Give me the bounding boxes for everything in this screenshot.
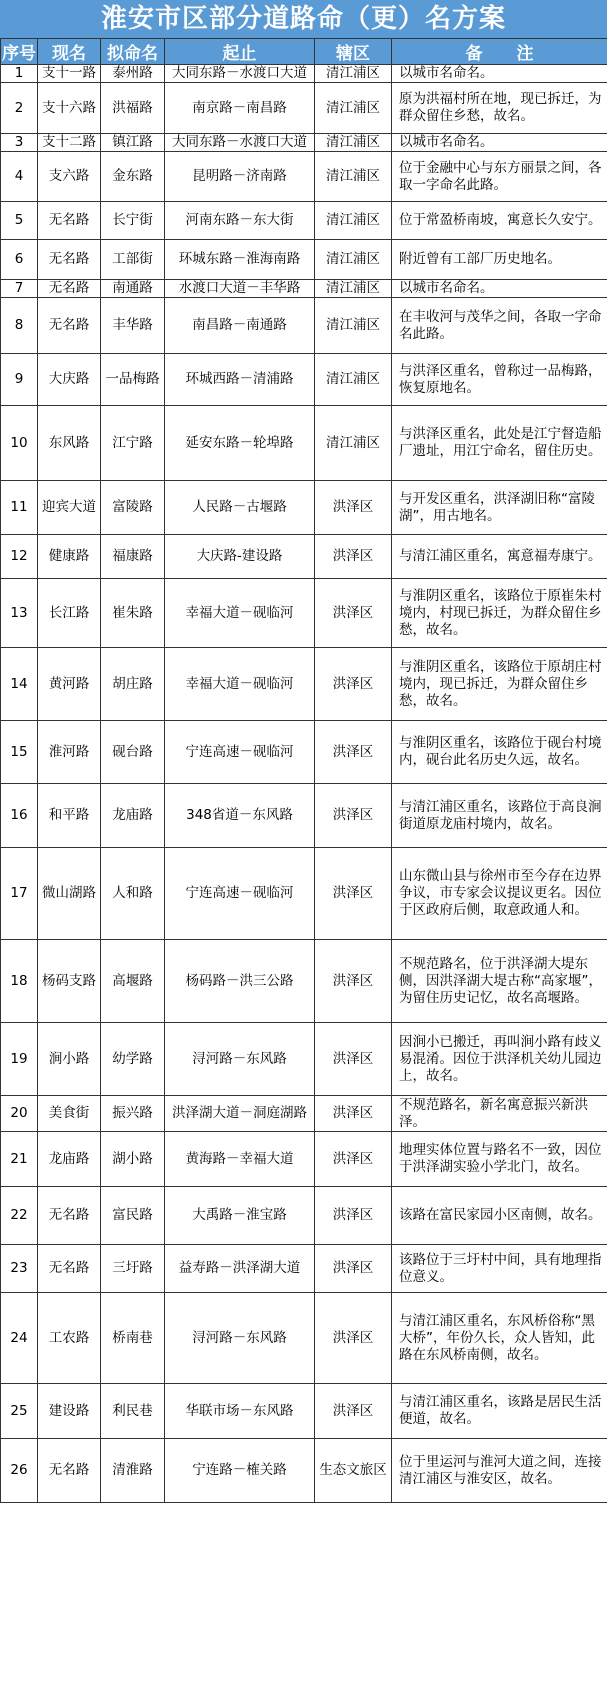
table-row [1,152,607,202]
cell-row-number: 25 [1,1384,38,1439]
cell-current-name: 健康路 [38,535,101,579]
cell-route: 河南东路－东大街 [165,202,315,240]
cell-row-number: 13 [1,579,38,648]
cell-district: 洪泽区 [315,1187,392,1245]
cell-route: 浔河路－东风路 [165,1023,315,1096]
cell-route: 宁连路－榷关路 [165,1439,315,1503]
cell-current-name: 无名路 [38,1245,101,1293]
cell-row-number: 3 [1,134,38,152]
cell-current-name: 支六路 [38,152,101,202]
cell-row-number: 21 [1,1132,38,1187]
cell-row-number: 9 [1,354,38,406]
cell-proposed-name: 江宁路 [101,406,165,481]
cell-proposed-name: 南通路 [101,280,165,298]
cell-current-name: 龙庙路 [38,1132,101,1187]
cell-route: 环城西路－清浦路 [165,354,315,406]
cell-note: 该路位于三圩村中间，具有地理指位意义。 [392,1245,607,1293]
cell-proposed-name: 砚台路 [101,721,165,784]
cell-row-number: 5 [1,202,38,240]
cell-district: 清江浦区 [315,134,392,152]
cell-note: 因涧小已搬迁，再叫涧小路有歧义易混淆。因位于洪泽机关幼儿园边上，故名。 [392,1023,607,1096]
cell-current-name: 黄河路 [38,648,101,721]
table-row [1,1023,607,1096]
cell-current-name: 支十六路 [38,83,101,134]
cell-route: 348省道－东风路 [165,784,315,848]
cell-proposed-name: 振兴路 [101,1096,165,1132]
cell-district: 洪泽区 [315,535,392,579]
cell-district: 洪泽区 [315,848,392,940]
table-row [1,1187,607,1245]
header-note: 备 注 [392,39,607,65]
cell-note: 以城市名命名。 [392,280,607,298]
cell-route: 大同东路－水渡口大道 [165,134,315,152]
cell-route: 洪泽湖大道－洞庭湖路 [165,1096,315,1132]
cell-current-name: 杨码支路 [38,940,101,1023]
cell-note: 与洪泽区重名，曾称过一品梅路，恢复原地名。 [392,354,607,406]
cell-proposed-name: 湖小路 [101,1132,165,1187]
table-row [1,1096,607,1132]
cell-note: 以城市名命名。 [392,65,607,83]
cell-route: 水渡口大道－丰华路 [165,280,315,298]
cell-current-name: 工农路 [38,1293,101,1384]
cell-route: 幸福大道－砚临河 [165,579,315,648]
table-row [1,481,607,535]
cell-row-number: 20 [1,1096,38,1132]
cell-proposed-name: 洪福路 [101,83,165,134]
cell-district: 洪泽区 [315,1096,392,1132]
document-title: 淮安市区部分道路命（更）名方案 [0,0,607,38]
cell-current-name: 迎宾大道 [38,481,101,535]
cell-note: 与清江浦区重名，该路是居民生活便道，故名。 [392,1384,607,1439]
cell-row-number: 18 [1,940,38,1023]
cell-row-number: 17 [1,848,38,940]
cell-current-name: 东风路 [38,406,101,481]
table-row [1,240,607,280]
cell-district: 清江浦区 [315,83,392,134]
cell-district: 清江浦区 [315,152,392,202]
cell-route: 南京路－南昌路 [165,83,315,134]
header-row [1,39,607,65]
cell-note: 与淮阴区重名，该路位于砚台村境内，砚台此名历史久远，故名。 [392,721,607,784]
cell-note: 山东微山县与徐州市至今存在边界争议，市专家会议提议更名。因位于区政府后侧，取意政通人和。 [392,848,607,940]
cell-row-number: 2 [1,83,38,134]
header-no: 序号 [1,39,38,65]
cell-proposed-name: 丰华路 [101,298,165,354]
cell-route: 益寿路－洪泽湖大道 [165,1245,315,1293]
cell-district: 洪泽区 [315,648,392,721]
table-header [1,39,607,65]
cell-proposed-name: 富陵路 [101,481,165,535]
table-row [1,648,607,721]
cell-current-name: 微山湖路 [38,848,101,940]
cell-proposed-name: 富民路 [101,1187,165,1245]
cell-current-name: 无名路 [38,202,101,240]
header-current-name: 现名 [38,39,101,65]
table-row [1,1439,607,1503]
cell-note: 以城市名命名。 [392,134,607,152]
cell-note: 与清江浦区重名，东风桥俗称“黑大桥”，年份久长，众人皆知，此路在东风桥南侧，故名。 [392,1293,607,1384]
cell-current-name: 淮河路 [38,721,101,784]
table-row [1,579,607,648]
cell-proposed-name: 人和路 [101,848,165,940]
cell-row-number: 19 [1,1023,38,1096]
cell-district: 清江浦区 [315,240,392,280]
cell-note: 与清江浦区重名，寓意福寿康宁。 [392,535,607,579]
cell-current-name: 支十一路 [38,65,101,83]
table-row [1,535,607,579]
cell-row-number: 8 [1,298,38,354]
table-row [1,298,607,354]
cell-note: 与开发区重名，洪泽湖旧称“富陵湖”，用古地名。 [392,481,607,535]
cell-proposed-name: 胡庄路 [101,648,165,721]
cell-note: 与清江浦区重名，该路位于高良涧街道原龙庙村境内，故名。 [392,784,607,848]
cell-district: 洪泽区 [315,1132,392,1187]
cell-proposed-name: 清淮路 [101,1439,165,1503]
cell-proposed-name: 龙庙路 [101,784,165,848]
cell-district: 洪泽区 [315,1293,392,1384]
cell-route: 延安东路－轮埠路 [165,406,315,481]
cell-district: 洪泽区 [315,940,392,1023]
cell-route: 幸福大道－砚临河 [165,648,315,721]
cell-row-number: 12 [1,535,38,579]
table-row [1,280,607,298]
cell-current-name: 长江路 [38,579,101,648]
cell-note: 与淮阴区重名，该路位于原胡庄村境内，现已拆迁，为群众留住乡愁，故名。 [392,648,607,721]
header-proposed-name: 拟命名 [101,39,165,65]
table-row [1,1293,607,1384]
cell-proposed-name: 长宁街 [101,202,165,240]
cell-district: 清江浦区 [315,354,392,406]
cell-row-number: 10 [1,406,38,481]
road-naming-table [0,38,607,1503]
cell-current-name: 建设路 [38,1384,101,1439]
cell-current-name: 支十二路 [38,134,101,152]
cell-district: 清江浦区 [315,65,392,83]
cell-current-name: 无名路 [38,298,101,354]
cell-proposed-name: 工部街 [101,240,165,280]
cell-district: 清江浦区 [315,298,392,354]
table-row [1,848,607,940]
cell-proposed-name: 桥南巷 [101,1293,165,1384]
cell-district: 生态文旅区 [315,1439,392,1503]
cell-note: 不规范路名，位于洪泽湖大堤东侧，因洪泽湖大堤古称“高家堰”，为留住历史记忆，故名高堰路。 [392,940,607,1023]
header-route: 起止 [165,39,315,65]
cell-route: 宁连高速－砚临河 [165,848,315,940]
cell-proposed-name: 一品梅路 [101,354,165,406]
table-row [1,354,607,406]
cell-row-number: 26 [1,1439,38,1503]
table-row [1,134,607,152]
cell-current-name: 美食街 [38,1096,101,1132]
cell-row-number: 15 [1,721,38,784]
cell-row-number: 6 [1,240,38,280]
cell-proposed-name: 幼学路 [101,1023,165,1096]
cell-proposed-name: 高堰路 [101,940,165,1023]
table-row [1,721,607,784]
cell-district: 清江浦区 [315,280,392,298]
cell-row-number: 16 [1,784,38,848]
cell-note: 附近曾有工部厂历史地名。 [392,240,607,280]
cell-proposed-name: 金东路 [101,152,165,202]
cell-row-number: 24 [1,1293,38,1384]
cell-proposed-name: 泰州路 [101,65,165,83]
cell-row-number: 4 [1,152,38,202]
cell-route: 南昌路－南通路 [165,298,315,354]
cell-note: 位于里运河与淮河大道之间，连接清江浦区与淮安区，故名。 [392,1439,607,1503]
cell-current-name: 大庆路 [38,354,101,406]
cell-row-number: 7 [1,280,38,298]
cell-route: 大同东路－水渡口大道 [165,65,315,83]
header-district: 辖区 [315,39,392,65]
cell-row-number: 22 [1,1187,38,1245]
cell-district: 洪泽区 [315,784,392,848]
cell-current-name: 涧小路 [38,1023,101,1096]
cell-proposed-name: 镇江路 [101,134,165,152]
cell-note: 位于常盈桥南坡，寓意长久安宁。 [392,202,607,240]
cell-current-name: 无名路 [38,1187,101,1245]
table-row [1,65,607,83]
cell-current-name: 无名路 [38,1439,101,1503]
cell-district: 清江浦区 [315,202,392,240]
cell-note: 与洪泽区重名，此处是江宁督造船厂遗址，用江宁命名，留住历史。 [392,406,607,481]
table-row [1,406,607,481]
cell-note: 在丰收河与茂华之间，各取一字命名此路。 [392,298,607,354]
cell-proposed-name: 崔朱路 [101,579,165,648]
cell-note: 位于金融中心与东方丽景之间，各取一字命名此路。 [392,152,607,202]
table-row [1,1384,607,1439]
cell-route: 人民路－古堰路 [165,481,315,535]
cell-note: 原为洪福村所在地，现已拆迁，为群众留住乡愁，故名。 [392,83,607,134]
table-row [1,784,607,848]
cell-route: 华联市场－东风路 [165,1384,315,1439]
cell-district: 洪泽区 [315,1023,392,1096]
cell-row-number: 23 [1,1245,38,1293]
cell-route: 黄海路－幸福大道 [165,1132,315,1187]
cell-route: 大庆路-建设路 [165,535,315,579]
table-row [1,1132,607,1187]
cell-route: 大禹路－淮宝路 [165,1187,315,1245]
cell-route: 杨码路－洪三公路 [165,940,315,1023]
table-row [1,940,607,1023]
cell-district: 清江浦区 [315,406,392,481]
cell-district: 洪泽区 [315,1245,392,1293]
cell-district: 洪泽区 [315,481,392,535]
cell-district: 洪泽区 [315,579,392,648]
cell-row-number: 14 [1,648,38,721]
table-row [1,202,607,240]
table-body [1,65,607,1503]
cell-district: 洪泽区 [315,1384,392,1439]
table-row [1,83,607,134]
cell-proposed-name: 福康路 [101,535,165,579]
cell-current-name: 和平路 [38,784,101,848]
cell-row-number: 1 [1,65,38,83]
cell-note: 该路在富民家园小区南侧，故名。 [392,1187,607,1245]
cell-current-name: 无名路 [38,240,101,280]
cell-proposed-name: 三圩路 [101,1245,165,1293]
cell-note: 不规范路名，新名寓意振兴新洪泽。 [392,1096,607,1132]
cell-route: 宁连高速－砚临河 [165,721,315,784]
cell-district: 洪泽区 [315,721,392,784]
cell-route: 浔河路－东风路 [165,1293,315,1384]
cell-proposed-name: 利民巷 [101,1384,165,1439]
cell-note: 地理实体位置与路名不一致，因位于洪泽湖实验小学北门，故名。 [392,1132,607,1187]
cell-route: 昆明路－济南路 [165,152,315,202]
cell-current-name: 无名路 [38,280,101,298]
cell-route: 环城东路－淮海南路 [165,240,315,280]
cell-note: 与淮阴区重名，该路位于原崔朱村境内，村现已拆迁，为群众留住乡愁，故名。 [392,579,607,648]
cell-row-number: 11 [1,481,38,535]
table-row [1,1245,607,1293]
